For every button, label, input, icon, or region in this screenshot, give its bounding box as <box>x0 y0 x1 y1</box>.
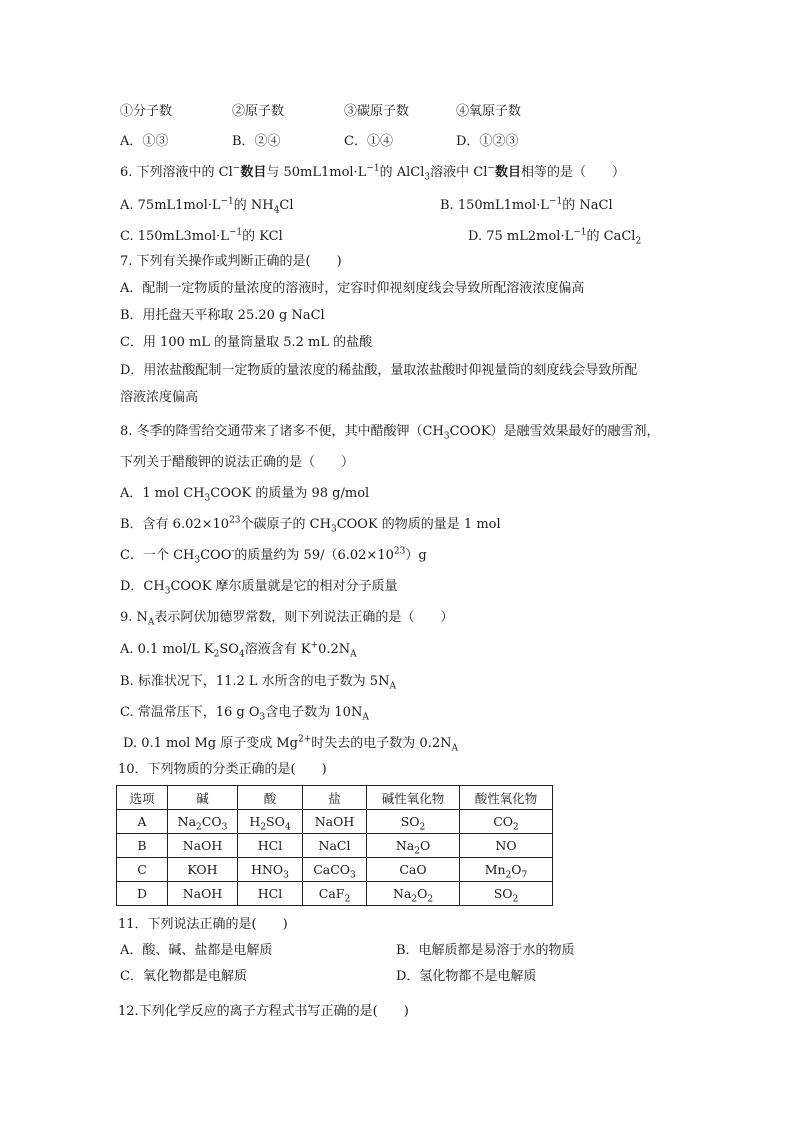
q5-items <box>120 103 521 121</box>
q8-option-a <box>120 485 369 503</box>
f-sub: 2 <box>260 822 267 833</box>
q6-option-d <box>468 228 641 246</box>
q6-a-text: A. 75mL1mol·L <box>120 198 221 213</box>
q10-c-salt <box>303 858 367 882</box>
q10-c-acid <box>238 858 303 882</box>
f: SO <box>400 814 420 829</box>
q6-c-text: C. 150mL3mol·L <box>120 229 229 244</box>
q8-b-a: B．含有 6.02×10 <box>120 517 230 532</box>
q10-a-salt: NaOH <box>303 810 367 834</box>
q6-sup-neg1: −1 <box>366 163 380 174</box>
q8-a-sub: 3 <box>204 493 211 504</box>
q9-option-b <box>120 673 396 691</box>
q10-d-basic <box>367 882 460 906</box>
q6-stem <box>120 164 625 182</box>
q6-stem-b: 与 50mL1mol·L <box>266 165 367 180</box>
q6-bold-1: 数目 <box>240 165 267 180</box>
f-sub: 3 <box>350 870 356 881</box>
q8-b-b: 个碳原子的 CH <box>240 517 331 532</box>
q11-option-d: D．氢化物都不是电解质 <box>396 969 537 984</box>
q9-option-a <box>120 641 357 659</box>
q8-a-b: COOK 的质量为 98 g/mol <box>210 486 370 501</box>
q9-a-b: SO <box>219 642 239 657</box>
q9-a-sup: + <box>310 640 319 651</box>
q9-stem-sub: A <box>147 617 155 628</box>
q7-option-b: B．用托盘天平称取 25.20 g NaCl <box>120 308 325 323</box>
q6-stem-d: 溶液中 Cl <box>430 165 488 180</box>
q6-b-text: B. 150mL1mol·L <box>440 198 549 213</box>
q9-stem-b: 表示阿伏加德罗常数，则下列说法正确的是（ ） <box>154 610 454 625</box>
q10-d-base: NaOH <box>168 882 238 906</box>
f-sub: 4 <box>284 822 291 833</box>
q5-item-3: ③碳原子数 <box>344 104 410 119</box>
f-sub: 2 <box>512 894 519 905</box>
q10-a-acid <box>238 810 303 834</box>
q6-a-c: Cl <box>279 198 294 213</box>
q10-b-basic <box>367 834 460 858</box>
q7-option-d-line1: D．用浓盐酸配制一定物质的量浓度的稀盐酸，量取浓盐酸时仰视量筒的刻度线会导致所配 <box>120 363 638 378</box>
q7-option-c: C．用 100 mL 的量筒量取 5.2 mL 的盐酸 <box>120 335 373 350</box>
q5-option-c: C．①④ <box>344 134 393 149</box>
q9-d-sup: 2+ <box>298 734 312 745</box>
q10-d-acidic <box>460 882 553 906</box>
q10-c-base: KOH <box>168 858 238 882</box>
q10-b-salt: NaCl <box>303 834 367 858</box>
q8-c-exp: 23 <box>393 546 406 557</box>
q8-b-sub: 3 <box>330 524 337 535</box>
f-sub: 2 <box>427 894 434 905</box>
q6-sup-minus-2: − <box>487 163 495 174</box>
q9-c-b: 含电子数为 10N <box>265 705 363 720</box>
q6-a-sup: −1 <box>220 196 234 207</box>
q10-c-acidic <box>460 858 553 882</box>
q6-c-b: 的 KCl <box>242 229 283 244</box>
q10-d-acid: HCl <box>238 882 303 906</box>
q9-a-c: 溶液含有 K <box>244 642 311 657</box>
q5-item-4: ④氧原子数 <box>456 104 522 119</box>
q9-a-subA: A <box>350 649 357 660</box>
q10-th-basic: 碱性氧化物 <box>367 786 460 810</box>
f: O <box>417 886 428 901</box>
q8-stem1-sub: 3 <box>443 431 450 442</box>
f-sub: 2 <box>196 822 202 833</box>
q9-a-d: 0.2N <box>318 642 351 657</box>
q10-c-opt: C <box>117 858 168 882</box>
f: CaCO <box>313 862 351 877</box>
q6-b-sup: −1 <box>548 196 563 207</box>
f-sub: 3 <box>221 822 228 833</box>
q5-options <box>120 133 518 151</box>
q5-item-2: ②原子数 <box>232 104 285 119</box>
q5-option-d: D．①②③ <box>456 134 519 149</box>
table-row <box>117 834 553 858</box>
q8-stem1-b: COOK）是融雪效果最好的融雪剂， <box>449 424 660 439</box>
q9-option-d <box>123 735 458 753</box>
q10-th-salt: 盐 <box>303 786 367 810</box>
q8-c-a: C．一个 CH <box>120 548 195 563</box>
f-sub: 3 <box>283 870 289 881</box>
f-sub: 2 <box>414 846 420 857</box>
q11-option-c: C．氧化物都是电解质 <box>120 969 247 984</box>
q9-c-s3: 3 <box>259 712 266 723</box>
q8-a-a: A．1 mol CH <box>120 486 205 501</box>
f-sub: 2 <box>505 870 512 881</box>
q8-b-exp: 23 <box>229 515 241 526</box>
q8-stem1-a: 8. 冬季的降雪给交通带来了诸多不便，其中醋酸钾（CH <box>120 424 444 439</box>
q6-a-sub: 4 <box>273 205 280 216</box>
q10-b-opt: B <box>117 834 168 858</box>
f: O <box>419 838 431 853</box>
q8-option-c <box>120 547 427 565</box>
q9-option-c <box>120 704 369 722</box>
q7-option-a: A．配制一定物质的量浓度的溶液时，定容时仰视刻度线会导致所配溶液浓度偏高 <box>120 281 585 296</box>
q11-option-a: A．酸、碱、盐都是电解质 <box>120 943 273 958</box>
table-row <box>117 882 553 906</box>
f: Mn <box>484 862 506 877</box>
q11-stem: 11．下列说法正确的是( ) <box>118 917 288 932</box>
q10-c-basic: CaO <box>367 858 460 882</box>
q10-a-base <box>168 810 238 834</box>
q9-d-b: 时失去的电子数为 0.2N <box>311 736 452 751</box>
q6-stem-e: 相等的是（ ） <box>520 165 625 180</box>
q6-sup-minus: − <box>232 163 241 174</box>
q11-option-b: B．电解质都是易溶于水的物质 <box>396 943 575 958</box>
f: CO <box>493 814 514 829</box>
q10-a-basic <box>367 810 460 834</box>
f-sub: 2 <box>411 894 418 905</box>
q5-item-1: ①分子数 <box>120 104 173 119</box>
q9-a-a: A. 0.1 mol/L K <box>120 642 214 657</box>
q7-stem: 7. 下列有关操作或判断正确的是( ) <box>120 254 342 269</box>
q6-bold-2: 数目 <box>494 165 521 180</box>
q9-c-subA: A <box>362 712 369 723</box>
q6-b-b: 的 NaCl <box>562 198 613 213</box>
q8-option-b <box>120 516 501 534</box>
q10-b-acid: HCl <box>238 834 303 858</box>
q8-c-sub: 3 <box>194 555 201 566</box>
q5-option-b: B．②④ <box>232 134 281 149</box>
q9-a-s2: 2 <box>213 649 220 660</box>
f: CO <box>201 814 222 829</box>
q8-d-sub: 3 <box>164 586 171 597</box>
q6-option-a <box>120 197 294 215</box>
f: H <box>249 814 261 829</box>
q6-d-sub: 2 <box>635 236 642 247</box>
q8-option-d <box>120 578 398 596</box>
q6-option-c <box>120 228 283 246</box>
q9-a-s4: 4 <box>238 649 245 660</box>
f: SO <box>266 814 285 829</box>
q9-b-a: B. 标准状况下，11.2 L 水所含的电子数为 5N <box>120 674 390 689</box>
q6-stem-a: 6. 下列溶液中的 Cl <box>120 165 233 180</box>
q6-sub-3: 3 <box>424 172 431 183</box>
f-sub: 2 <box>419 822 426 833</box>
table-row <box>117 858 553 882</box>
q9-b-subA: A <box>389 681 396 692</box>
q10-a-opt: A <box>117 810 168 834</box>
q9-c-a: C. 常温常压下，16 g O <box>120 705 260 720</box>
f-sub: 2 <box>344 894 351 905</box>
q6-d-sup: −1 <box>573 227 587 238</box>
q6-option-b <box>440 197 613 215</box>
q6-d-b: 的 CaCl <box>586 229 636 244</box>
q10-b-acidic: NO <box>460 834 553 858</box>
q10-th-acidic: 酸性氧化物 <box>460 786 553 810</box>
q10-th-base: 碱 <box>168 786 238 810</box>
q9-stem <box>120 609 453 627</box>
f: Na <box>395 838 415 853</box>
f: Na <box>392 886 412 901</box>
q8-stem-line1 <box>120 423 660 441</box>
q9-d-a: D. 0.1 mol Mg 原子变成 Mg <box>123 736 299 751</box>
f: O <box>511 862 522 877</box>
q8-c-sup: - <box>231 546 235 557</box>
q10-d-salt <box>303 882 367 906</box>
q9-d-subA: A <box>451 743 458 754</box>
q8-c-d: ）g <box>405 548 427 563</box>
q10-th-opt: 选项 <box>117 786 168 810</box>
q10-b-base: NaOH <box>168 834 238 858</box>
q7-option-d-line2: 溶液浓度偏高 <box>120 390 199 405</box>
q8-b-c: COOK 的物质的量是 1 mol <box>336 517 501 532</box>
f: Na <box>177 814 197 829</box>
q6-d-text: D. 75 mL2mol·L <box>468 229 574 244</box>
q5-option-a: A．①③ <box>120 134 169 149</box>
f: SO <box>493 886 513 901</box>
q6-stem-c: 的 AlCl <box>379 165 425 180</box>
q10-a-acidic <box>460 810 553 834</box>
f-sub: 2 <box>513 822 519 833</box>
q8-c-c: 的质量约为 59/（6.02×10 <box>234 548 394 563</box>
q12-stem: 12.下列化学反应的离子方程式书写正确的是( ) <box>118 1004 409 1019</box>
f: HNO <box>251 862 284 877</box>
q8-d-b: COOK 摩尔质量就是它的相对分子质量 <box>170 579 398 594</box>
q10-header-row <box>117 786 553 810</box>
q6-c-sup: −1 <box>228 227 243 238</box>
f: CaF <box>318 886 345 901</box>
q10-th-acid: 酸 <box>238 786 303 810</box>
q8-stem-line2: 下列关于醋酸钾的说法正确的是（ ） <box>120 455 355 470</box>
q8-d-a: D．CH <box>120 579 165 594</box>
q9-stem-a: 9. N <box>120 610 148 625</box>
q6-a-b: 的 NH <box>233 198 274 213</box>
f-sub: 7 <box>521 870 528 881</box>
table-row <box>117 810 553 834</box>
q8-c-b: COO <box>200 548 232 563</box>
q10-stem: 10．下列物质的分类正确的是( ) <box>118 762 327 777</box>
q10-table <box>116 785 553 906</box>
q10-d-opt: D <box>117 882 168 906</box>
